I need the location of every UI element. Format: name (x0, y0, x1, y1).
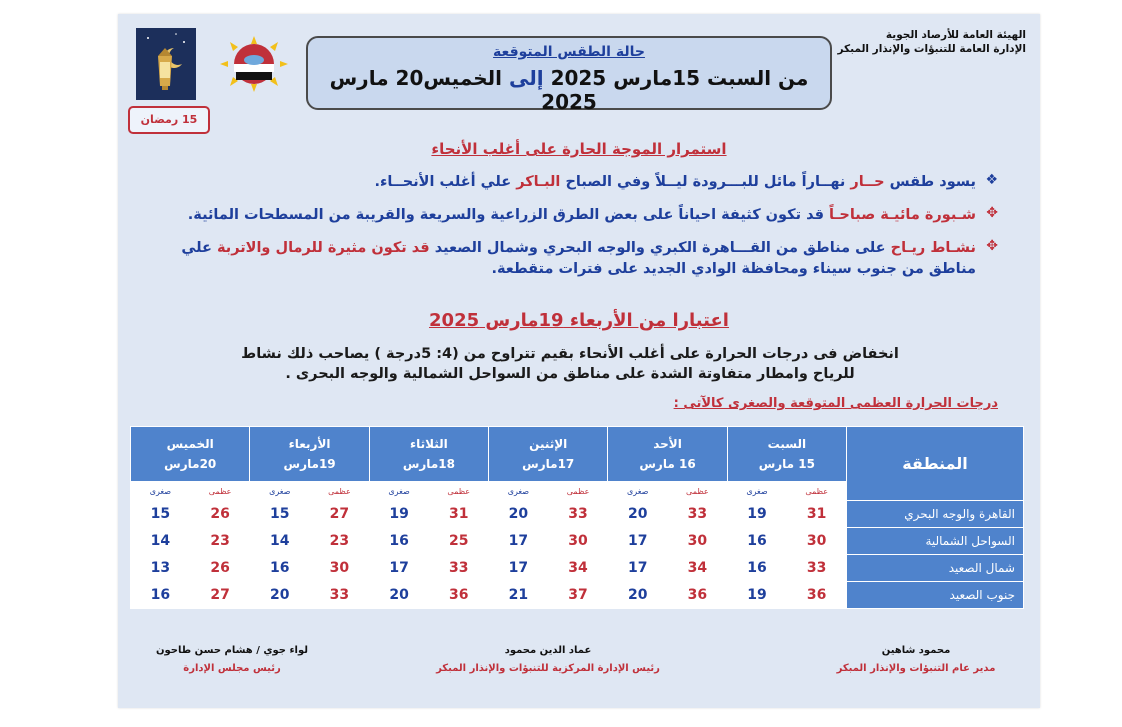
max-temp-cell: 31 (429, 501, 489, 528)
ramadan-lantern-image (136, 28, 196, 100)
max-temp-cell: 33 (668, 501, 728, 528)
forecast-bullet (158, 238, 998, 280)
max-subheader: عظمى (429, 482, 489, 501)
bullet-text (158, 205, 976, 226)
day-column-header (608, 427, 727, 482)
signature-role: رئيس مجلس الإدارة (183, 663, 281, 674)
max-temp-cell: 33 (310, 582, 370, 609)
min-temp-cell: 17 (608, 528, 668, 555)
bullet-text-segment: نهــاراً مائل للبـــرودة ليــلاً وفي الصباح (560, 174, 846, 190)
bullet-text-segment: علي مناطق من جنوب سيناء ومحافظة الوادي الجديد على فترات متقطعة. (181, 240, 976, 277)
org-department: الإدارة العامة للتنبؤات والإنذار المبكر (837, 43, 1026, 55)
min-temp-cell: 16 (131, 582, 191, 609)
region-name: القاهرة والوجه البحري (847, 501, 1024, 528)
region-name: السواحل الشمالية (847, 528, 1024, 555)
signature-name: محمود شاهين (881, 645, 951, 656)
bullet-text-segment: شـبورة مائيـة صباحـاً (823, 207, 976, 223)
min-subheader: صغرى (489, 482, 549, 501)
bullet-text (158, 172, 976, 193)
max-temp-cell: 36 (787, 582, 847, 609)
max-subheader: عظمى (548, 482, 608, 501)
max-temp-cell: 26 (190, 501, 250, 528)
day-date: 15 مارس (758, 457, 815, 471)
bullet-text-segment: يسود طقس (884, 174, 976, 190)
min-temp-cell: 20 (608, 501, 668, 528)
min-temp-cell: 19 (369, 501, 429, 528)
bullet-text-segment: نشـاط ريـاح (885, 240, 976, 256)
bullet-text-segment: قد تكون كثيفة احياناً على بعض الطرق الزراعية والسريعة والقريبة من المسطحات المائية. (187, 207, 824, 223)
day-date: 16 مارس (639, 457, 696, 471)
min-temp-cell: 14 (131, 528, 191, 555)
max-temp-cell: 34 (668, 555, 728, 582)
signature-name: لواء جوي / هشام حسن طاحون (155, 645, 309, 656)
max-subheader: عظمى (668, 482, 728, 501)
max-temp-cell: 30 (310, 555, 370, 582)
bullet-marker-icon: ✥ (986, 205, 998, 221)
signature-2 (418, 642, 678, 678)
min-temp-cell: 15 (250, 501, 310, 528)
day-date: 17مارس (522, 457, 575, 471)
day-name: السبت (767, 437, 807, 451)
max-subheader: عظمى (190, 482, 250, 501)
day-column-header (489, 427, 608, 482)
max-temp-cell: 37 (548, 582, 608, 609)
min-temp-cell: 17 (489, 555, 549, 582)
max-temp-cell: 25 (429, 528, 489, 555)
signature-name: عماد الدين محمود (504, 645, 592, 656)
temperature-table (130, 426, 1024, 609)
max-temp-cell: 27 (310, 501, 370, 528)
org-name: الهيئة العامة للأرصاد الجوية (885, 29, 1026, 41)
max-temp-cell: 34 (548, 555, 608, 582)
report-title: حالة الطقس المتوقعة (493, 44, 645, 60)
date-range-to: الخميس20 مارس 2025 (329, 66, 597, 114)
max-temp-cell: 30 (548, 528, 608, 555)
max-temp-cell: 31 (787, 501, 847, 528)
max-temp-cell: 23 (190, 528, 250, 555)
forecast-bullet (158, 205, 998, 226)
max-temp-cell: 33 (429, 555, 489, 582)
day-column-header (131, 427, 250, 482)
min-temp-cell: 17 (369, 555, 429, 582)
min-subheader: صغرى (250, 482, 310, 501)
day-column-header (369, 427, 488, 482)
ramadan-day-badge: 15 رمضان (128, 106, 210, 134)
signature-3 (132, 642, 332, 678)
bullet-marker-icon: ✥ (986, 238, 998, 254)
bullet-text-segment: قد تكون مثيرة للرمال والاتربة (211, 240, 430, 256)
title-box (306, 36, 832, 114)
min-temp-cell: 19 (727, 501, 787, 528)
signature-role: رئيس الإدارة المركزية للتنبؤات والإنذار المبكر (436, 663, 660, 674)
min-temp-cell: 20 (369, 582, 429, 609)
min-subheader: صغرى (727, 482, 787, 501)
forecast-bullets (158, 172, 998, 292)
table-row (131, 582, 1024, 609)
bullet-marker-icon: ❖ (985, 172, 998, 188)
temperature-drop-paragraph: انخفاض فى درجات الحرارة على أغلب الأنحاء بقيم تتراوح من (4: 5درجة ) يصاحب ذلك نشاط للرياح وامطار متفاوتة الشدة على مناطق من السواحل الشمالية والوجه البحرى . (241, 346, 899, 382)
min-temp-cell: 20 (608, 582, 668, 609)
ema-logo (218, 34, 290, 94)
day-column-header (727, 427, 846, 482)
signature-1 (816, 642, 1016, 678)
day-name: الإثنين (529, 437, 568, 451)
max-temp-cell: 26 (190, 555, 250, 582)
forecast-bullet (158, 172, 998, 193)
day-name: الأربعاء (288, 437, 331, 451)
day-column-header (250, 427, 369, 482)
min-subheader: صغرى (608, 482, 668, 501)
headline-heatwave: استمرار الموجة الحارة على أغلب الأنحاء (431, 140, 727, 158)
headline-change-date: اعتبارا من الأربعاء 19مارس 2025 (429, 310, 729, 331)
max-temp-cell: 33 (548, 501, 608, 528)
region-name: شمال الصعيد (847, 555, 1024, 582)
min-temp-cell: 19 (727, 582, 787, 609)
forecast-sheet (118, 14, 1040, 708)
max-temp-cell: 36 (668, 582, 728, 609)
max-temp-cell: 33 (787, 555, 847, 582)
max-temp-cell: 23 (310, 528, 370, 555)
temperatures-label: درجات الحرارة العظمى المتوقعة والصغرى كالآتى : (673, 396, 998, 411)
bullet-text-segment: على مناطق من القـــاهرة الكبري والوجه البحري وشمال الصعيد (429, 240, 886, 256)
min-temp-cell: 13 (131, 555, 191, 582)
date-range (308, 66, 830, 114)
bullet-text-segment: البـاكر (511, 174, 561, 190)
min-temp-cell: 14 (250, 528, 310, 555)
min-temp-cell: 17 (608, 555, 668, 582)
max-subheader: عظمى (787, 482, 847, 501)
bullet-text-segment: علي أغلب الأنحــاء. (374, 174, 512, 190)
day-name: الثلاثاء (410, 437, 448, 451)
min-temp-cell: 16 (250, 555, 310, 582)
min-temp-cell: 20 (489, 501, 549, 528)
day-date: 20مارس (164, 457, 217, 471)
date-range-to-word: إلى (508, 66, 544, 90)
day-date: 19مارس (283, 457, 336, 471)
region-column-header: المنطقة (847, 427, 1024, 501)
min-subheader: صغرى (369, 482, 429, 501)
date-range-from: من السبت 15مارس 2025 (550, 66, 809, 90)
max-temp-cell: 27 (190, 582, 250, 609)
max-temp-cell: 30 (787, 528, 847, 555)
day-date: 18مارس (402, 457, 455, 471)
table-header-row (131, 427, 1024, 482)
min-temp-cell: 20 (250, 582, 310, 609)
min-temp-cell: 16 (369, 528, 429, 555)
max-temp-cell: 30 (668, 528, 728, 555)
organization-header (838, 28, 1026, 56)
day-name: الخميس (166, 437, 214, 451)
min-temp-cell: 16 (727, 528, 787, 555)
min-subheader: صغرى (131, 482, 191, 501)
bullet-text-segment: حــار (845, 174, 885, 190)
min-temp-cell: 17 (489, 528, 549, 555)
min-temp-cell: 16 (727, 555, 787, 582)
min-temp-cell: 15 (131, 501, 191, 528)
table-row (131, 501, 1024, 528)
max-subheader: عظمى (310, 482, 370, 501)
min-temp-cell: 21 (489, 582, 549, 609)
table-row (131, 528, 1024, 555)
max-temp-cell: 36 (429, 582, 489, 609)
signature-role: مدير عام التنبؤات والإنذار المبكر (836, 663, 996, 674)
region-name: جنوب الصعيد (847, 582, 1024, 609)
bullet-text (158, 238, 976, 280)
day-name: الأحد (653, 437, 682, 451)
table-row (131, 555, 1024, 582)
